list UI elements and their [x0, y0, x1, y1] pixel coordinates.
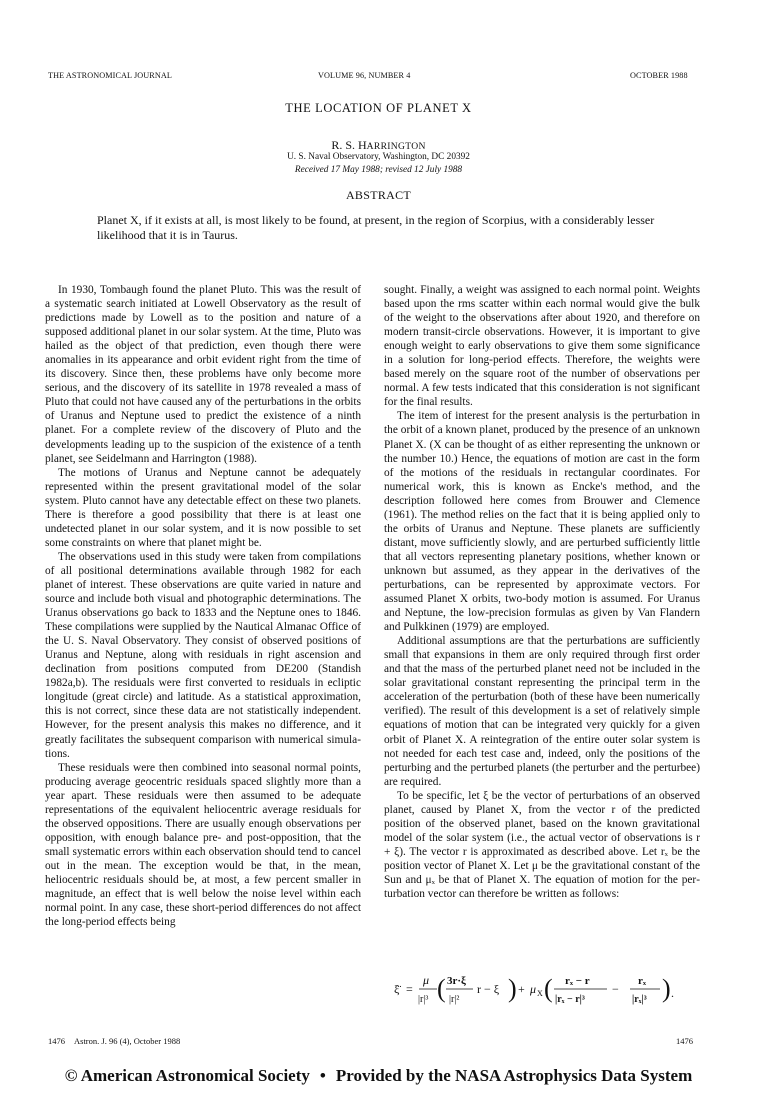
eq-paren2-open: ( [544, 974, 553, 1003]
author-initials: R. S. H [331, 138, 367, 152]
eq-lhs: ξ̈ [394, 982, 400, 996]
eq-minus: − [612, 982, 619, 996]
eq-mu-x: μ [530, 982, 537, 996]
credit-provider: Provided by the NASA Astrophysics Data System [335, 1066, 693, 1085]
author-affiliation: U. S. Naval Observatory, Washington, DC 20392 [287, 152, 470, 162]
article-author [0, 138, 757, 153]
eq-t1-den: |r|³ [418, 994, 429, 1005]
ads-credit-line [0, 1066, 757, 1086]
received-dates: Received 17 May 1988; revised 12 July 1988 [294, 165, 463, 175]
eq-mu-x-sub: X [537, 989, 543, 998]
eq-paren-open: ( [437, 974, 446, 1003]
paragraph: sought. Finally, a weight was assigned to each normal point. Weights based upon the rms scatter within each normal would give the bulk of the weight to the observations after about 1920, and therefore on modern transit-circle observations. However, it is important to give enough weight to early observations to give them some significance in a solution for long-period effects. Therefore, the weights were based merely on the square root of the number of observations per normal. A few tests indicated that this consideration is not significant for the final results. [384, 284, 700, 409]
article-title: THE LOCATION OF PLANET X [285, 101, 472, 115]
eq-plus: + [518, 982, 525, 996]
paragraph: Additional assumptions are that the perturbations are sufficiently small that expansions in them are only required through first order and that the mass of the perturbed planet need not be included in the solar gravitational constant representing the principal term in the acceleration of the perturbation (both of these have been numerically verified). The result of this development is a set of relatively simple equations of motion that can be integrated very quickly for a given orbit of Planet X. A reintegration of the entire outer solar system is not needed for each test case and, indeed, only the positions of the perturbing and the perturbed planets (the perturber and the perturbee) are required. [384, 635, 700, 788]
paragraph: The observations used in this study were taken from compilations of all positional determinations available through 1982 for each planet of interest. These observations are quite varied in nature and source and include both visual and photographic determinations. The Uranus observations go back to 1833 and the Neptune ones to 1846. These compilations were supplied by the Nautical Almanac Office of the U. S. Naval Observatory. They consist of observed positions of Uranus and Neptune, along with residuals in right ascension and declination from positions computed from DE200 (Standish 1982a,b). The residuals were first converted to residuals in ecliptic longitude (great circle) and latitude. As a statistical approximation, this is not correct, since these data are not statistically independent. However, for the present analysis this makes no difference, and it greatly facilitates the subsequent comparison with numerical simulations. [45, 550, 361, 760]
running-head-journal: THE ASTRONOMICAL JOURNAL [48, 71, 172, 80]
eq-t2-num: 3r·ξ [447, 975, 466, 987]
eq-t1-num: μ [423, 973, 430, 987]
running-head-date: OCTOBER 1988 [630, 71, 688, 80]
footer-citation-text: Astron. J. 96 (4), October 1988 [74, 1036, 181, 1046]
author-smallcaps: ARRINGTON [366, 141, 426, 152]
equation-of-motion [392, 968, 712, 1010]
eq-t2-den: |r|² [449, 994, 460, 1005]
body-left-column [45, 283, 361, 929]
footer-page-right: 1476 [676, 1036, 693, 1046]
body-right-column [384, 283, 700, 901]
abstract-text: Planet X, if it exists at all, is most likely to be found, at present, in the region of Scorpius, with a considerably lesser likelihood that it is in Taurus. [97, 213, 655, 242]
running-head-volume: VOLUME 96, NUMBER 4 [318, 71, 411, 80]
credit-copyright: © American Astronomical Society [64, 1066, 310, 1085]
footer-page-left: 1476 [48, 1036, 65, 1046]
eq-equals: = [406, 982, 413, 996]
eq-t3-den: |rₓ − r|³ [555, 994, 585, 1005]
eq-end: . [671, 986, 674, 1000]
eq-t2-tail: r − ξ [477, 982, 500, 996]
eq-paren-close: ) [508, 974, 517, 1003]
paragraph: To be specific, let ξ be the vector of perturbations of an observed planet, caused by Planet X, from the vector r of the predicted position of the observed planet, based on the known gravitational model of the solar system (i.e., the actual vector of observations is r + ξ). The vector r is approximated as described above. Let rₓ be the position vector of Planet X. Let μ be the gravitational constant of the Sun and μₓ be that of Planet X. The equation of motion for the perturbation vector can therefore be written as follows: [384, 789, 700, 901]
paragraph: These residuals were then combined into seasonal normal points, producing average geocentric residuals spaced slightly more than a year apart. These residuals were then assumed to be adequate representations of the equivalent heliocentric average residuals for the observed oppositions. There are usually enough observations per opposition, with enough balance pre- and post-opposition, that the small systematic errors within each observation should tend to cancel out in the mean. The exception would be that, in the mean, heliocentric residuals should be, at most, a few percent smaller in magnitude, an effect that is well below the noise level within each normal point. In any case, these short-period differences do not affect the long-period effects being [45, 761, 361, 929]
eq-paren2-close: ) [662, 974, 671, 1003]
abstract-heading: ABSTRACT [345, 188, 412, 202]
footer-citation [48, 1036, 180, 1046]
eq-t4-den: |rₓ|³ [632, 994, 647, 1005]
paragraph: The motions of Uranus and Neptune cannot be adequately represented within the present gravitational model of the solar system. Pluto cannot have any detectable effect on these two planets. There is therefore a good possibility that there is at least one undetected planet in our solar system, and it is now possible to set some constraints on where that planet might be. [45, 466, 361, 549]
eq-t3-num: rₓ − r [565, 975, 590, 987]
paragraph: The item of interest for the present analysis is the perturbation in the orbit of a known planet, produced by the presence of an unknown Planet X. (X can be thought of as either representing the unknown or the number 10.) Hence, the equations of motion are cast in the form of the motions of the residuals in rectangular coordinates. For numerical work, this is known as Encke's method, and the description followed here comes from Brouwer and Clemence (1961). The method relies on the fact that it is being applied only to the orbits of Uranus and Neptune. These planets are sufficiently distant, move sufficiently slowly, and are perturbed sufficiently little that all vectors representing planetary positions, whether known or unknown but assumed, as they appear in the derivatives of the perturbations, can be represented by approximate vectors. For assumed Planet X orbits, two-body motion is assumed. For Uranus and Neptune, the low-precision formulas as given by Van Flandern and Pulkkinen (1979) are employed. [384, 410, 700, 634]
bullet-separator-icon: • [319, 1066, 326, 1085]
eq-t4-num: rₓ [638, 975, 647, 987]
paragraph: In 1930, Tombaugh found the planet Pluto. This was the result of a systematic search initiated at Lowell Observatory as the result of predictions made by Lowell as to the position and nature of a supposed additional planet in our solar system. At the time, Pluto was hailed as the object of that prediction, even though there were anomalies in its appearance and orbit evident right from the time of its discovery. Since then, these problems have only become more serious, and the discovery of its satellite in 1978 revealed a mass of Pluto that could not have caused any of the perturbations in the orbits of Uranus and Neptune used to predict the existence of a ninth planet. For a complete review of the discovery of Pluto and the developments leading up to the suspicion of the existence of a tenth planet, see Seidelmann and Harrington (1988). [45, 284, 362, 465]
